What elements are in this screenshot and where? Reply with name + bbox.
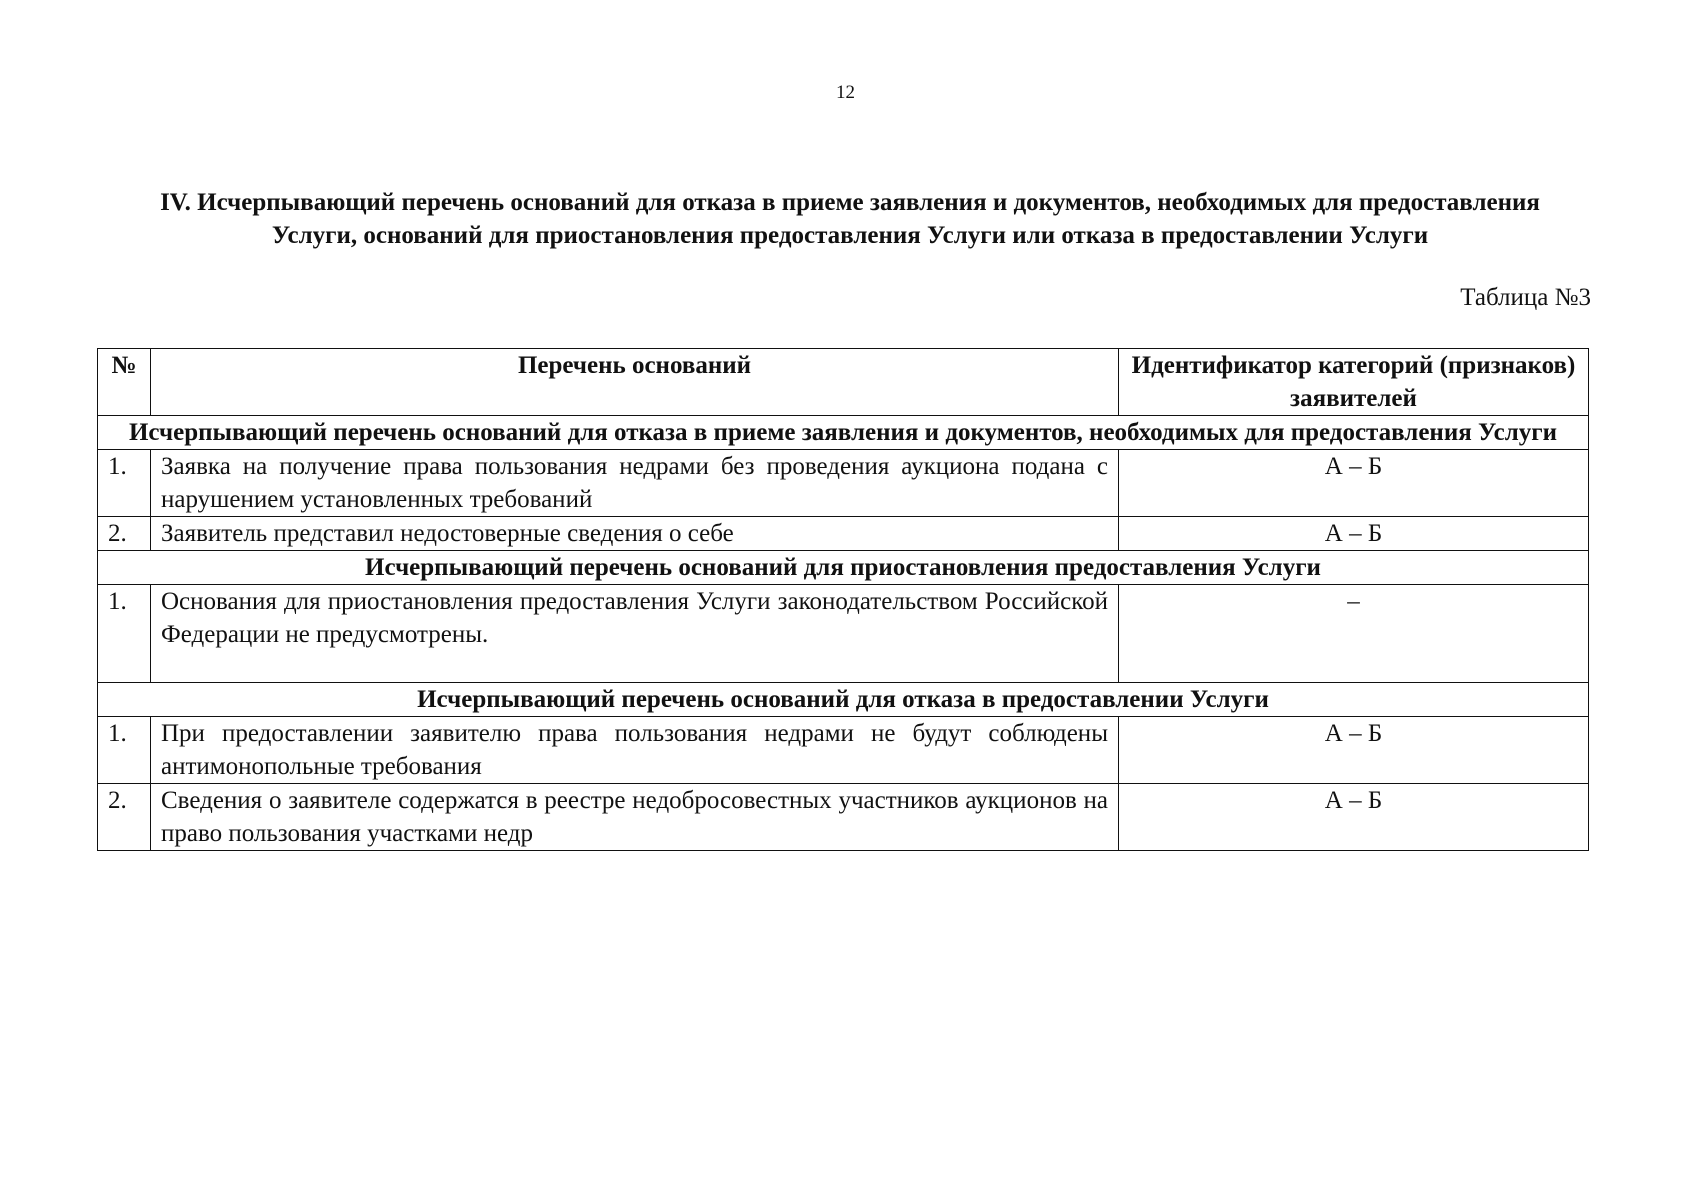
row-identifier: – [1119, 585, 1589, 683]
row-identifier: А – Б [1119, 450, 1589, 517]
table-header-row [98, 349, 1589, 416]
section-title: IV. Исчерпывающий перечень оснований для отказа в приеме заявления и документов, необходимых для предоставления Услуги, оснований для приостановления предоставления Услуги или отказа в предоставлении Услуги [160, 189, 1540, 249]
row-text: Сведения о заявителе содержатся в реестре недобросовестных участников аукционов на право пользования участками недр [151, 784, 1119, 851]
table-row [98, 517, 1589, 551]
table-row [98, 784, 1589, 851]
reasons-table [97, 348, 1589, 851]
table-row [98, 450, 1589, 517]
row-identifier: А – Б [1119, 717, 1589, 784]
page-number: 12 [836, 82, 855, 103]
section-heading: Исчерпывающий перечень оснований для отказа в предоставлении Услуги [98, 683, 1589, 717]
section-heading-row [98, 551, 1589, 585]
section-heading: Исчерпывающий перечень оснований для отказа в приеме заявления и документов, необходимых для предоставления Услуги [98, 416, 1589, 450]
row-text: Основания для приостановления предоставления Услуги законодательством Российской Федерации не предусмотрены. [151, 585, 1119, 683]
section-heading-row [98, 416, 1589, 450]
header-identifier: Идентификатор категорий (признаков) заявителей [1119, 349, 1589, 416]
row-text: Заявитель представил недостоверные сведения о себе [151, 517, 1119, 551]
table-row [98, 717, 1589, 784]
table-row [98, 585, 1589, 683]
row-identifier: А – Б [1119, 517, 1589, 551]
row-number: 2. [98, 784, 151, 851]
section-heading-row [98, 683, 1589, 717]
row-identifier: А – Б [1119, 784, 1589, 851]
row-number: 1. [98, 450, 151, 517]
table-label: Таблица №3 [1460, 284, 1591, 311]
row-text: Заявка на получение права пользования недрами без проведения аукциона подана с нарушением установленных требований [151, 450, 1119, 517]
row-number: 1. [98, 717, 151, 784]
header-reasons: Перечень оснований [151, 349, 1119, 416]
row-text: При предоставлении заявителю права пользования недрами не будут соблюдены антимонопольные требования [151, 717, 1119, 784]
header-number: № [98, 349, 151, 416]
section-heading: Исчерпывающий перечень оснований для приостановления предоставления Услуги [98, 551, 1589, 585]
row-number: 2. [98, 517, 151, 551]
row-number: 1. [98, 585, 151, 683]
